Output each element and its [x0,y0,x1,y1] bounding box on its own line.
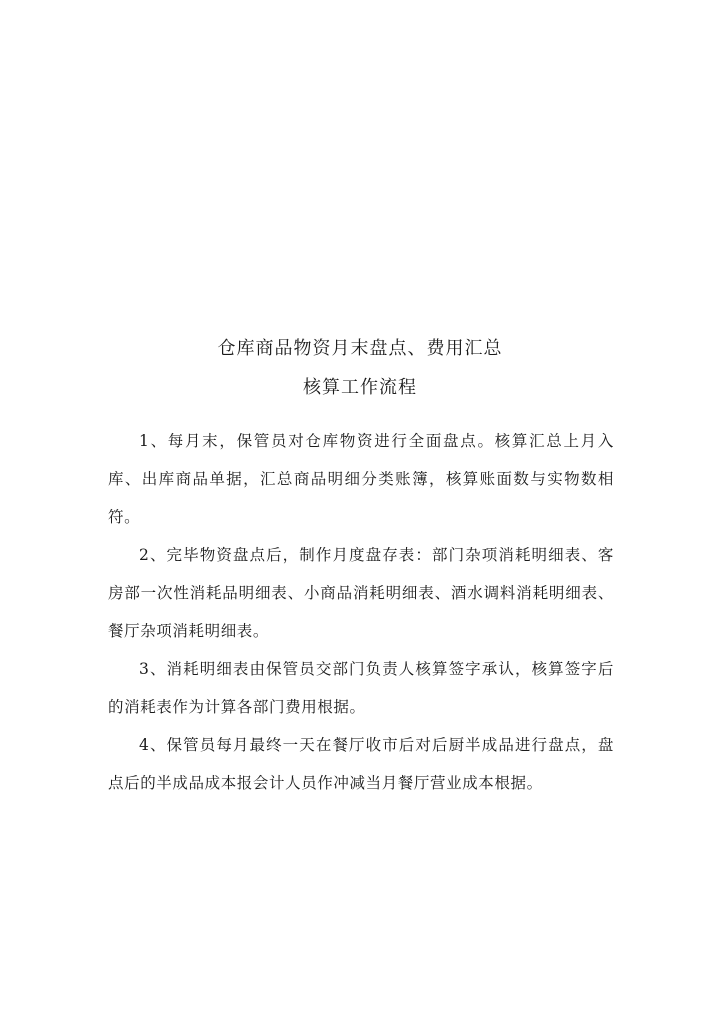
paragraph-2: 2、完毕物资盘点后，制作月度盘存表：部门杂项消耗明细表、客房部一次性消耗品明细表、小商品消耗明细表、酒水调料消耗明细表、餐厅杂项消耗明细表。 [108,546,614,640]
document-body [108,422,614,802]
paragraph-4: 4、保管员每月最终一天在餐厅收市后对后厨半成品进行盘点，盘点后的半成品成本报会计人员作冲减当月餐厅营业成本根据。 [108,736,614,792]
document-subtitle: 核算工作流程 [303,377,417,398]
paragraph-1: 1、每月末，保管员对仓库物资进行全面盘点。核算汇总上月入库、出库商品单据，汇总商品明细分类账簿，核算账面数与实物数相符。 [108,432,614,526]
document-title: 仓库商品物资月末盘点、费用汇总 [217,338,503,359]
paragraph-3: 3、消耗明细表由保管员交部门负责人核算签字承认，核算签字后的消耗表作为计算各部门费用根据。 [108,660,614,716]
